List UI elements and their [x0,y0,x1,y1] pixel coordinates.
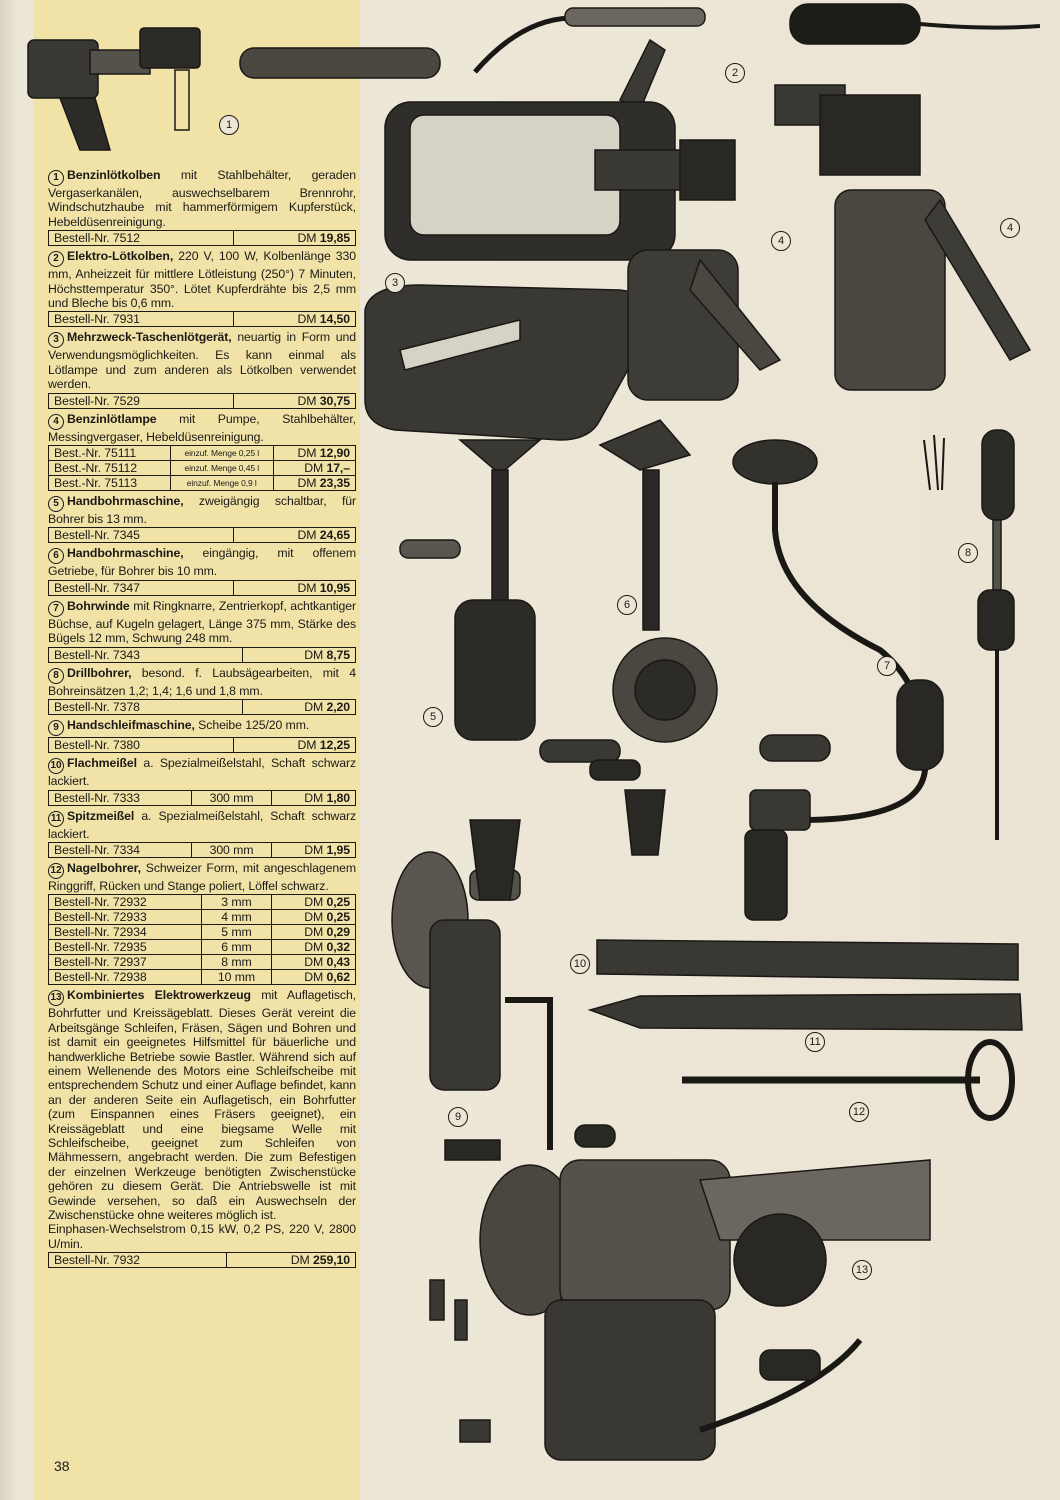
item-number-badge: 8 [48,668,64,684]
product-text: Schweizer Form, mit angeschlagenem Ringgriff, Rücken und Stange poliert, Löffel schwarz. [48,860,356,893]
item-number-badge: 6 [48,548,64,564]
product-name: Drillbohrer, [67,665,132,680]
product-entry [48,756,356,805]
price-cell [226,1253,355,1268]
product-description [48,809,356,841]
product-description [48,861,356,893]
order-row [49,393,356,408]
size-cell: 4 mm [201,910,272,925]
price-cell [234,312,356,327]
product-name: Benzinlötlampe [67,411,157,426]
order-row [49,910,356,925]
product-entry [48,861,356,985]
product-entry [48,666,356,715]
product-description [48,666,356,698]
order-number: Bestell-Nr. 7345 [49,528,234,543]
price-value: 0,62 [326,970,350,985]
figure-label-13: 13 [852,1260,872,1280]
size-cell: 300 mm [191,790,272,805]
product-name: Flachmeißel [67,756,137,771]
item-number-badge: 2 [48,251,64,267]
product-text: neuartig in Form und Verwendungsmöglichkeiten. Es kann einmal als Lötlampe und zum anderen als Lötkolben verwendet werden. [48,330,356,392]
product-text: 220 V, 100 W, Kolbenlänge 330 mm, Anheizzeit für mittlere Lötleistung (250°) 7 Minuten, Höchsttemperatur 350°. Lötet Kupferdrähte bis 2,5 mm und Bleche bis 0,6 mm. [48,249,356,311]
size-cell: 10 mm [201,970,272,985]
order-row [49,925,356,940]
combined-power-tool-illustration [430,1160,930,1460]
product-text: mit Pumpe, Stahlbehälter, Messingvergaser, Hebeldüsenreinigung. [48,411,356,444]
product-name: Bohrwinde [67,598,130,613]
product-name: Kombiniertes Elektrowerkzeug [67,988,251,1003]
order-number: Bestell-Nr. 7378 [49,700,243,715]
product-name: Handbohrmaschine, [67,546,184,561]
currency-label: DM [297,476,320,491]
product-description [48,718,356,736]
order-row [49,940,356,955]
currency-label: DM [304,461,327,476]
figure-label-1: 1 [219,115,239,135]
order-number: Bestell-Nr. 7932 [49,1253,227,1268]
size-cell: 8 mm [201,955,272,970]
product-text: mit Ringknarre, Zentrierkopf, achtkantiger Büchse, auf Kugeln gelagert, Länge 375 mm, Stärke des Bügels 12 mm, Schwung 248 mm. [48,598,356,646]
figure-label-12: 12 [849,1102,869,1122]
product-name: Handschleifmaschine, [67,718,195,733]
flat-chisel-illustration [597,940,1018,980]
price-cell [272,925,356,940]
currency-label: DM [304,895,327,910]
product-description [48,546,356,578]
size-cell: 6 mm [201,940,272,955]
item-number-badge: 9 [48,720,64,736]
order-number: Bestell-Nr. 7529 [49,393,234,408]
order-row [49,738,356,753]
product-entry [48,809,356,858]
product-entry [48,412,356,491]
order-number: Bestell-Nr. 7343 [49,647,243,662]
archimedes-drill-illustration [924,430,1014,840]
currency-label: DM [304,647,327,662]
order-number: Bestell-Nr. 72932 [49,895,202,910]
item-number-badge: 10 [48,758,64,774]
figure-label-4a: 4 [771,231,791,251]
item-number-badge: 3 [48,332,64,348]
price-cell [234,231,356,246]
price-value: 0,43 [326,955,350,970]
price-value: 0,29 [326,925,350,940]
currency-label: DM [304,970,327,985]
currency-label: DM [304,955,327,970]
order-row [49,312,356,327]
figure-label-7: 7 [877,656,897,676]
product-entry [48,330,356,408]
figure-label-5: 5 [423,707,443,727]
item-number-badge: 4 [48,414,64,430]
order-number: Bestell-Nr. 7512 [49,231,234,246]
figure-label-10: 10 [570,954,590,974]
order-row [49,895,356,910]
price-value: 24,65 [319,528,350,543]
order-number: Bestell-Nr. 7380 [49,738,234,753]
order-row [49,461,356,476]
order-row [49,528,356,543]
product-description [48,412,356,444]
order-row [49,700,356,715]
price-value: 1,80 [326,790,350,805]
order-number: Best.-Nr. 75111 [49,446,171,461]
order-row [49,1253,356,1268]
currency-label: DM [290,1253,313,1268]
order-number: Bestell-Nr. 7333 [49,790,192,805]
figure-label-2: 2 [725,63,745,83]
product-description [48,168,356,229]
order-number: Bestell-Nr. 72937 [49,955,202,970]
price-cell [272,895,356,910]
product-name: Mehrzweck-Taschenlötgerät, [67,330,232,345]
currency-label: DM [297,312,320,327]
price-value: 10,95 [319,580,350,595]
currency-label: DM [304,842,327,857]
figure-label-6: 6 [617,595,637,615]
price-cell [273,461,355,476]
size-cell: 300 mm [191,842,272,857]
order-number: Bestell-Nr. 72933 [49,910,202,925]
order-row [49,476,356,491]
currency-label: DM [304,910,327,925]
product-name: Benzinlötkolben [67,168,161,182]
order-table [48,647,356,663]
product-text: besond. f. Laubsägearbeiten, mit 4 Bohreinsätzen 1,2; 1,4; 1,6 und 1,8 mm. [48,665,356,698]
product-entry [48,249,356,327]
product-name: Spitzmeißel [67,808,135,823]
figure-label-3: 3 [385,273,405,293]
order-number: Bestell-Nr. 72938 [49,970,202,985]
product-text: zweigängig schaltbar, für Bohrer bis 13 mm. [48,494,356,527]
product-description [48,756,356,788]
product-description [48,330,356,391]
price-value: 17,– [326,461,350,476]
item-number-badge: 1 [48,170,64,186]
item-number-badge: 13 [48,990,64,1006]
price-cell [272,790,356,805]
order-table [48,527,356,543]
product-entry [48,168,356,246]
order-row [49,842,356,857]
price-value: 0,25 [326,895,350,910]
hand-drill-two-speed-illustration [400,440,620,900]
currency-label: DM [297,738,320,753]
order-table [48,311,356,327]
order-row [49,446,356,461]
price-cell [272,955,356,970]
product-specs: Einphasen-Wechselstrom 0,15 kW, 0,2 PS, 220 V, 2800 U/min. [48,1222,356,1251]
order-table [48,737,356,753]
product-text: Scheibe 125/20 mm. [194,718,310,733]
price-cell [273,446,355,461]
product-entry [48,599,356,663]
currency-label: DM [297,393,320,408]
price-value: 12,25 [319,738,350,753]
currency-label: DM [304,940,327,955]
size-cell: einzuf. Menge 0,9 l [170,476,273,491]
order-number: Bestell-Nr. 7931 [49,312,234,327]
price-cell [273,476,355,491]
currency-label: DM [297,528,320,543]
order-row [49,647,356,662]
price-value: 2,20 [326,700,350,715]
price-cell [234,580,356,595]
order-row [49,970,356,985]
price-value: 1,95 [326,842,350,857]
product-entry [48,988,356,1268]
price-cell [234,738,356,753]
order-number: Bestell-Nr. 7347 [49,580,234,595]
product-entry [48,494,356,543]
order-row [49,231,356,246]
price-cell [234,528,356,543]
order-table [48,580,356,596]
price-cell [272,910,356,925]
order-table [48,894,356,985]
figure-label-4b: 4 [1000,218,1020,238]
product-text: a. Spezialmeißelstahl, Schaft schwarz lackiert. [48,756,356,789]
price-value: 0,32 [326,940,350,955]
price-cell [242,700,355,715]
order-number: Best.-Nr. 75113 [49,476,171,491]
product-list [48,168,356,1271]
price-cell [242,647,355,662]
page-number: 38 [54,1458,70,1474]
currency-label: DM [297,446,320,461]
gimlet-illustration [682,1042,1012,1118]
product-entry [48,546,356,595]
currency-label: DM [304,700,327,715]
order-number: Best.-Nr. 75112 [49,461,171,476]
product-text: mit Stahlbehälter, geraden Vergaserkanälen, auswechselbarem Brennrohr, Windschutzhaube mit hammerförmigem Kupferstück, Hebeldüsenreinigung. [48,168,356,229]
product-entry [48,718,356,753]
order-table [48,1252,356,1268]
price-cell [272,842,356,857]
price-value: 23,35 [319,476,350,491]
price-cell [272,970,356,985]
product-description [48,599,356,646]
price-cell [272,940,356,955]
product-description [48,988,356,1222]
price-value: 30,75 [319,393,350,408]
price-value: 12,90 [319,446,350,461]
size-cell: 5 mm [201,925,272,940]
order-table [48,445,356,491]
product-description [48,494,356,526]
price-cell [234,393,356,408]
order-table [48,842,356,858]
price-value: 0,25 [326,910,350,925]
product-text: eingängig, mit offenem Getriebe, für Bohrer bis 10 mm. [48,546,356,579]
product-name: Nagelbohrer, [67,860,141,875]
item-number-badge: 11 [48,811,64,827]
product-text: a. Spezialmeißelstahl, Schaft schwarz lackiert. [48,808,356,841]
order-row [49,790,356,805]
figure-label-9: 9 [448,1107,468,1127]
brace-drill-illustration [733,440,943,920]
price-value: 19,85 [319,231,350,246]
pointed-chisel-illustration [590,994,1022,1030]
figure-label-11: 11 [805,1032,825,1052]
size-cell: 3 mm [201,895,272,910]
price-value: 8,75 [326,647,350,662]
item-number-badge: 12 [48,863,64,879]
product-name: Elektro-Lötkolben, [67,249,174,264]
order-number: Bestell-Nr. 72934 [49,925,202,940]
electric-soldering-iron-illustration [475,4,1040,110]
order-number: Bestell-Nr. 72935 [49,940,202,955]
currency-label: DM [304,790,327,805]
product-text: mit Auflagetisch, Bohrfutter und Kreissägeblatt. Dieses Gerät vereint die Arbeitsgänge Schleifen, Fräsen, Sägen und Bohren und ist damit ein geeignetes Hilfsmittel für bäuerliche und handwerkliche Betriebe sowie Bastler. Während sich auf einem Wellenende des Motors eine Schleifscheibe mit entsprechendem Schutz und einer Auflage befindet, kann an der anderen Seite ein Auflagetisch, ein Bohrfutter (zum Einspannen eines Fräsers geeignet), ein Kreissägeblatt und eine biegsame Welle mit Schleifscheibe, geeignet zum Schleifen von Mähmessern, angebracht werden. Die zum Befestigen der einzelnen Werkzeuge benötigten Zwischenstücke gehören zu diesem Gerät. Die Antriebswelle ist mit Gewinde versehen, so daß ein Auswechseln der Zwischenstücke ohne weiteres möglich ist. [48,988,356,1222]
blow-lamp-large-illustration [775,85,1030,390]
currency-label: DM [304,925,327,940]
order-table [48,790,356,806]
product-name: Handbohrmaschine, [67,494,184,509]
item-number-badge: 5 [48,496,64,512]
product-description [48,249,356,310]
size-cell: einzuf. Menge 0,45 l [170,461,273,476]
order-table [48,699,356,715]
order-number: Bestell-Nr. 7334 [49,842,192,857]
currency-label: DM [297,580,320,595]
order-table [48,393,356,409]
item-number-badge: 7 [48,601,64,617]
figure-label-8: 8 [958,543,978,563]
price-value: 259,10 [312,1253,350,1268]
size-cell: einzuf. Menge 0,25 l [170,446,273,461]
currency-label: DM [297,231,320,246]
order-row [49,955,356,970]
price-value: 14,50 [319,312,350,327]
order-row [49,580,356,595]
order-table [48,230,356,246]
